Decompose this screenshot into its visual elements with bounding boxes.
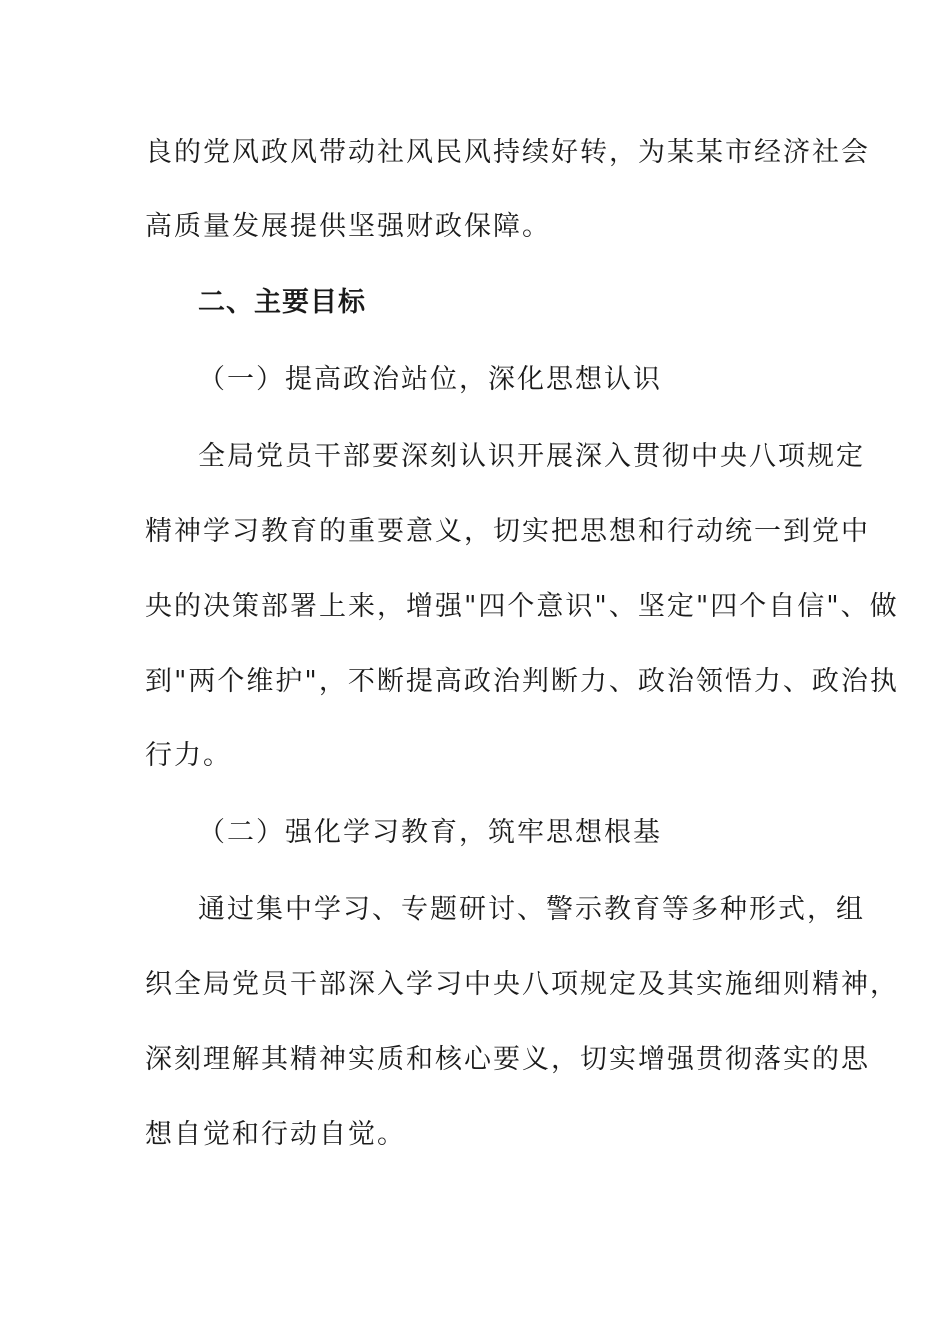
paragraph-1-line-5: 行力。 <box>145 740 232 771</box>
subsection-title-2: （二）强化学习教育，筑牢思想根基 <box>198 817 662 848</box>
paragraph-1-line-3: 央的决策部署上来，增强"四个意识"、坚定"四个自信"、做 <box>145 591 899 622</box>
paragraph-2-line-1: 通过集中学习、专题研讨、警示教育等多种形式，组 <box>198 894 865 925</box>
paragraph-2-line-2: 织全局党员干部深入学习中央八项规定及其实施细则精神， <box>145 969 899 1000</box>
intro-line-1: 良的党风政风带动社风民风持续好转，为某某市经济社会 <box>145 137 870 168</box>
paragraph-1-line-4: 到"两个维护"，不断提高政治判断力、政治领悟力、政治执 <box>145 666 899 697</box>
paragraph-1-line-1: 全局党员干部要深刻认识开展深入贯彻中央八项规定 <box>198 441 865 472</box>
subsection-title-1: （一）提高政治站位，深化思想认识 <box>198 364 662 395</box>
paragraph-1-line-2: 精神学习教育的重要意义，切实把思想和行动统一到党中 <box>145 516 870 547</box>
section-heading: 二、主要目标 <box>198 287 366 318</box>
intro-line-2: 高质量发展提供坚强财政保障。 <box>145 211 551 242</box>
paragraph-2-line-4: 想自觉和行动自觉。 <box>145 1119 406 1150</box>
paragraph-2-line-3: 深刻理解其精神实质和核心要义，切实增强贯彻落实的思 <box>145 1044 870 1075</box>
